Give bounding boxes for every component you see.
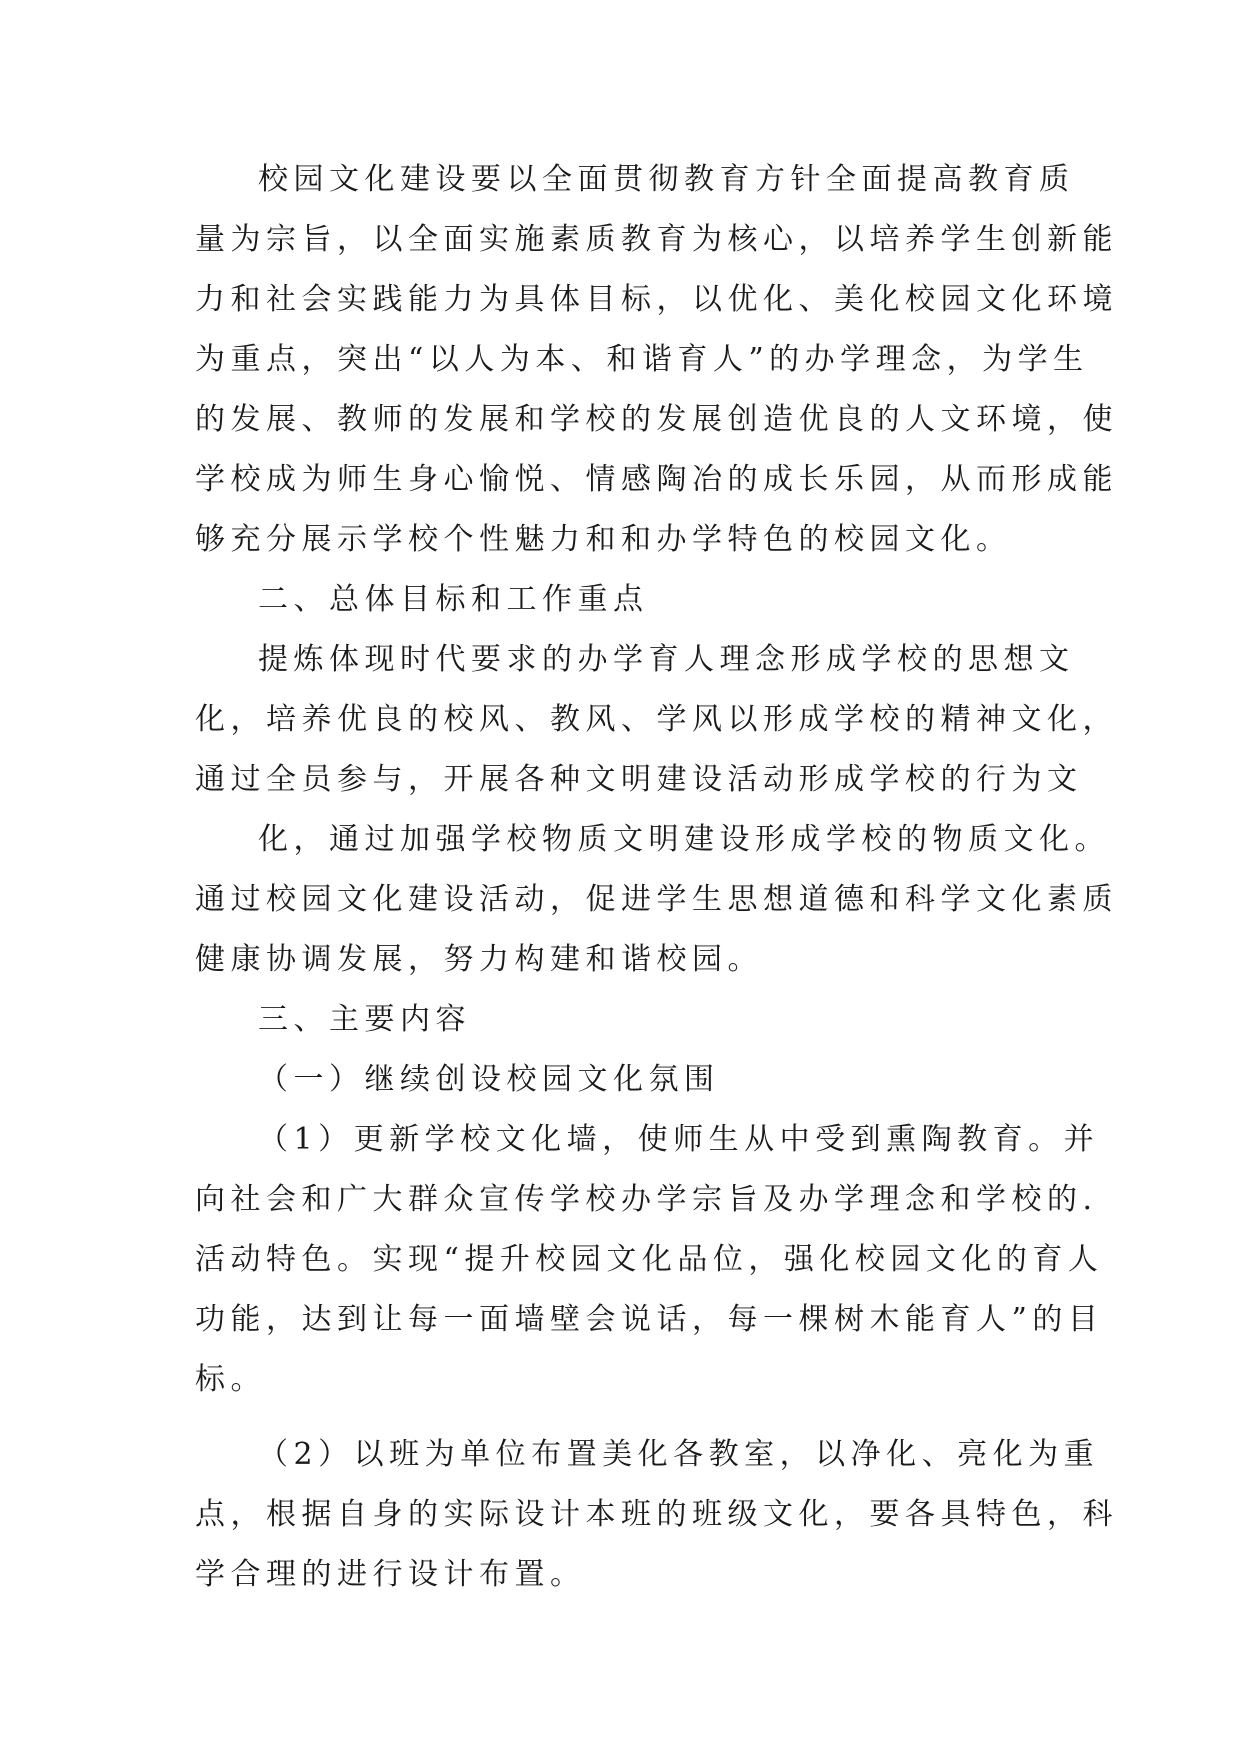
paragraph-line: （2）以班为单位布置美化各教室，以净化、亮化为重 xyxy=(258,1437,1100,1472)
paragraph-line: 化，通过加强学校物质文明建设形成学校的物质文化。 xyxy=(258,822,1110,857)
paragraph-line: 校园文化建设要以全面贯彻教育方针全面提高教育质 xyxy=(258,162,1075,197)
paragraph-line: 通过校园文化建设活动，促进学生思想道德和科学文化素质 xyxy=(195,882,1118,917)
paragraph-line: 为重点，突出“以人为本、和谐育人”的办学理念，为学生 xyxy=(195,342,1089,377)
paragraph-line: 提炼体现时代要求的办学育人理念形成学校的思想文 xyxy=(258,642,1075,677)
paragraph-line: 标。 xyxy=(195,1362,266,1397)
paragraph-line: 健康协调发展，努力构建和谐校园。 xyxy=(195,942,763,977)
paragraph-line: 活动特色。实现“提升校园文化品位，强化校园文化的育人 xyxy=(195,1242,1104,1277)
paragraph-line: 够充分展示学校个性魅力和和办学特色的校园文化。 xyxy=(195,522,1012,557)
paragraph-line: 学校成为师生身心愉悦、情感陶冶的成长乐园，从而形成能 xyxy=(195,462,1118,497)
paragraph-line: 点，根据自身的实际设计本班的班级文化，要各具特色，科 xyxy=(195,1497,1118,1532)
paragraph-line: 化，培养优良的校风、教风、学风以形成学校的精神文化， xyxy=(195,702,1118,737)
paragraph-line: 向社会和广大群众宣传学校办学宗旨及办学理念和学校的. xyxy=(195,1182,1098,1217)
paragraph-line: 量为宗旨，以全面实施素质教育为核心，以培养学生创新能 xyxy=(195,222,1118,257)
paragraph-line: 通过全员参与，开展各种文明建设活动形成学校的行为文 xyxy=(195,762,1083,797)
subsection-heading: （一）继续创设校园文化氛围 xyxy=(258,1062,720,1097)
paragraph-line: 功能，达到让每一面墙壁会说话，每一棵树木能育人”的目 xyxy=(195,1302,1104,1337)
section-heading: 三、主要内容 xyxy=(258,1002,471,1037)
section-heading: 二、总体目标和工作重点 xyxy=(258,582,649,617)
paragraph-line: （1）更新学校文化墙，使师生从中受到熏陶教育。并 xyxy=(258,1122,1100,1157)
paragraph-line: 学合理的进行设计布置。 xyxy=(195,1557,586,1592)
paragraph-line: 力和社会实践能力为具体目标，以优化、美化校园文化环境 xyxy=(195,282,1118,317)
paragraph-line: 的发展、教师的发展和学校的发展创造优良的人文环境，使 xyxy=(195,402,1118,437)
